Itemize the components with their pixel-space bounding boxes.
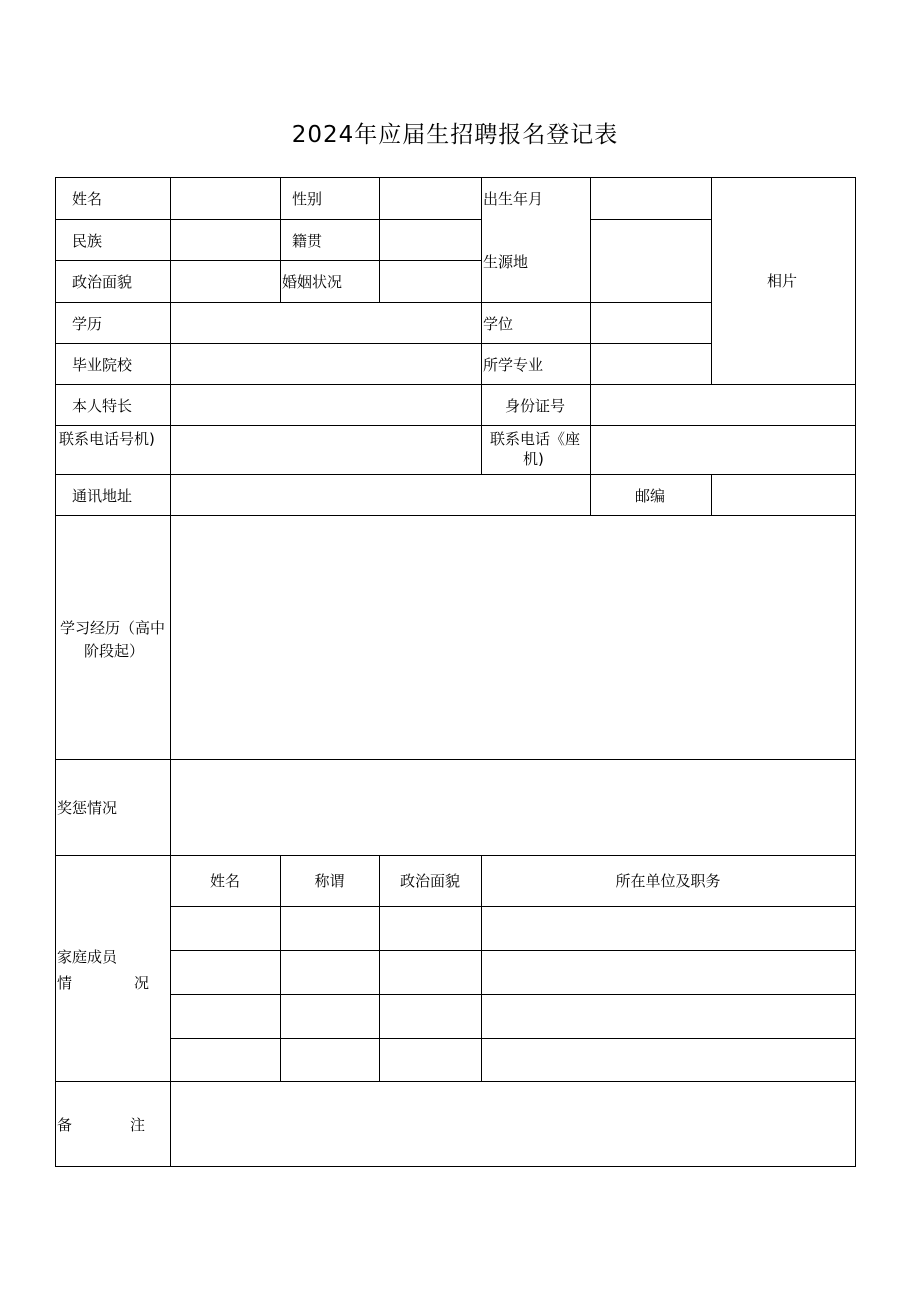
name-field[interactable] bbox=[171, 178, 280, 219]
native-place-field[interactable] bbox=[380, 220, 481, 260]
label-family-line2a: 情 bbox=[57, 974, 73, 992]
gender-field[interactable] bbox=[380, 178, 481, 219]
label-major: 所学专业 bbox=[483, 356, 544, 374]
label-degree: 学位 bbox=[483, 315, 514, 333]
political-status-field[interactable] bbox=[171, 261, 280, 302]
label-marital-status: 婚姻状况 bbox=[282, 273, 343, 291]
label-birth-date: 出生年月 bbox=[483, 190, 544, 208]
label-native-place: 籍贯 bbox=[292, 232, 323, 250]
label-family-line1: 家庭成员 bbox=[57, 948, 118, 966]
ethnicity-field[interactable] bbox=[171, 220, 280, 260]
landline-field[interactable] bbox=[591, 426, 855, 474]
family-header-relation: 称谓 bbox=[314, 872, 345, 890]
label-specialty: 本人特长 bbox=[72, 397, 133, 415]
label-postcode: 邮编 bbox=[635, 487, 666, 505]
label-name: 姓名 bbox=[72, 190, 103, 208]
family-header-political: 政治面貌 bbox=[399, 872, 460, 890]
study-history-field[interactable] bbox=[171, 516, 855, 759]
label-ethnicity: 民族 bbox=[72, 232, 103, 250]
awards-field[interactable] bbox=[171, 760, 855, 855]
table-border-left bbox=[55, 177, 56, 1167]
label-mobile-phone: 联系电话号机) bbox=[59, 430, 155, 448]
page-title: 2024年应届生招聘报名登记表 bbox=[291, 122, 619, 148]
label-education: 学历 bbox=[72, 315, 103, 333]
birth-date-field[interactable] bbox=[591, 178, 711, 219]
family-table-row[interactable] bbox=[171, 995, 855, 1038]
education-field[interactable] bbox=[171, 303, 481, 343]
marital-status-field[interactable] bbox=[380, 261, 481, 302]
address-field[interactable] bbox=[171, 475, 590, 515]
family-table-row[interactable] bbox=[171, 951, 855, 994]
school-field[interactable] bbox=[171, 344, 481, 384]
table-rule-vertical bbox=[481, 177, 482, 475]
table-rule bbox=[55, 855, 856, 856]
label-photo: 相片 bbox=[767, 272, 798, 290]
label-study-history-line2: 阶段起） bbox=[84, 642, 145, 660]
family-header-name: 姓名 bbox=[209, 872, 240, 890]
label-source-place: 生源地 bbox=[483, 253, 529, 271]
source-place-field[interactable] bbox=[591, 220, 711, 302]
table-border-bottom bbox=[55, 1166, 856, 1167]
postcode-field[interactable] bbox=[712, 475, 855, 515]
label-school: 毕业院校 bbox=[72, 356, 133, 374]
table-border-right bbox=[855, 177, 856, 1167]
label-landline-line1: 联系电话《座 bbox=[490, 430, 581, 448]
major-field[interactable] bbox=[591, 344, 711, 384]
label-remarks-a: 备 bbox=[57, 1116, 73, 1134]
family-table-row[interactable] bbox=[171, 1039, 855, 1081]
label-political-status: 政治面貌 bbox=[72, 273, 133, 291]
label-address: 通讯地址 bbox=[72, 487, 133, 505]
photo-field[interactable] bbox=[712, 178, 855, 384]
label-awards: 奖惩情况 bbox=[57, 799, 118, 817]
degree-field[interactable] bbox=[591, 303, 711, 343]
specialty-field[interactable] bbox=[171, 385, 481, 425]
label-remarks-b: 注 bbox=[130, 1116, 146, 1134]
family-header-employer: 所在单位及职务 bbox=[615, 872, 721, 890]
label-family-line2b: 况 bbox=[134, 974, 150, 992]
table-rule-vertical bbox=[280, 177, 281, 302]
label-gender: 性别 bbox=[292, 190, 323, 208]
label-study-history-line1: 学习经历（高中 bbox=[60, 619, 166, 637]
mobile-phone-field[interactable] bbox=[171, 426, 481, 474]
remarks-field[interactable] bbox=[171, 1082, 855, 1166]
label-landline-line2: 机) bbox=[523, 450, 544, 468]
label-id-number: 身份证号 bbox=[505, 397, 566, 415]
id-number-field[interactable] bbox=[591, 385, 855, 425]
family-table-row[interactable] bbox=[171, 907, 855, 950]
